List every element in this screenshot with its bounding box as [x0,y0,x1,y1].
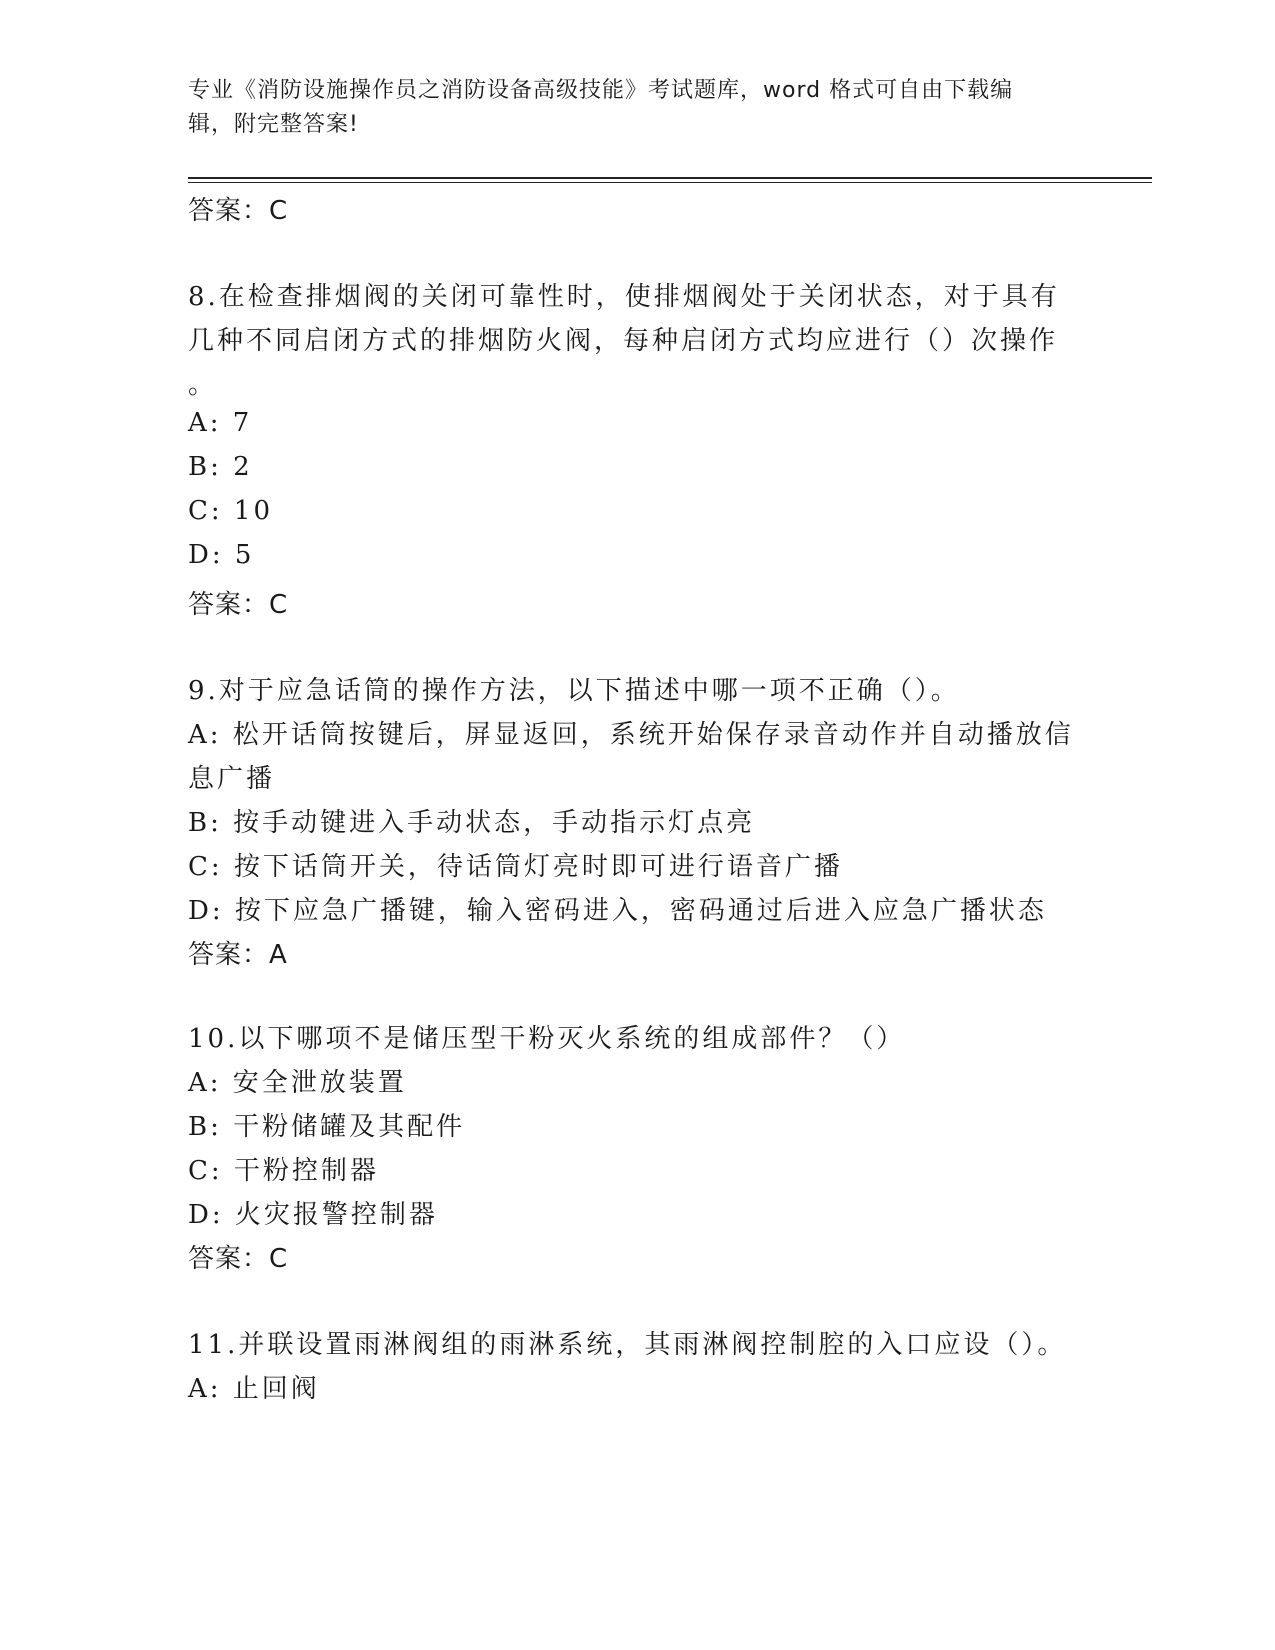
q8-option-c: C: 10 [188,496,274,526]
header-divider-thick [188,177,1152,179]
header-divider-thin [188,182,1152,183]
header-line-2: 辑，附完整答案! [188,112,359,137]
q9-option-c: C: 按下话筒开关，待话筒灯亮时即可进行语音广播 [188,852,843,882]
q9-option-a: A: 松开话筒按键后，屏显返回，系统开始保存录音动作并自动播放信 [188,720,1074,750]
q10-option-d: D: 火灾报警控制器 [188,1200,438,1230]
q11-option-a: A: 止回阀 [188,1374,320,1404]
q10-answer: 答案：C [188,1244,289,1274]
q10-stem-line-1: 10.以下哪项不是储压型干粉灭火系统的组成部件？（） [188,1024,906,1054]
header-line-1: 专业《消防设施操作员之消防设备高级技能》考试题库，word 格式可自由下载编 [188,78,1014,103]
q8-stem-line-3: 。 [188,370,218,400]
q10-option-b: B: 干粉储罐及其配件 [188,1112,466,1142]
q8-option-d: D: 5 [188,540,255,570]
q10-option-c: C: 干粉控制器 [188,1156,379,1186]
q9-option-b: B: 按手动键进入手动状态，手动指示灯点亮 [188,808,756,838]
q11-stem-line-1: 11.并联设置雨淋阀组的雨淋系统，其雨淋阀控制腔的入口应设（）。 [188,1330,1067,1360]
q8-stem-line-1: 8.在检查排烟阀的关闭可靠性时，使排烟阀处于关闭状态，对于具有 [188,282,1060,312]
q8-stem-line-2: 几种不同启闭方式的排烟防火阀，每种启闭方式均应进行（）次操作 [188,326,1059,356]
q9-option-a-cont: 息广播 [188,764,276,794]
q8-option-b: B: 2 [188,452,253,482]
q8-answer: 答案：C [188,590,289,620]
q8-option-a: A: 7 [188,408,253,438]
document-header [188,74,1068,142]
q10-option-a: A: 安全泄放装置 [188,1068,407,1098]
answer-prev: 答案：C [188,196,289,226]
q9-answer: 答案：A [188,940,288,970]
q9-option-d: D: 按下应急广播键，输入密码进入，密码通过后进入应急广播状态 [188,896,1047,926]
q9-stem-line-1: 9.对于应急话筒的操作方法，以下描述中哪一项不正确（）。 [188,676,960,706]
